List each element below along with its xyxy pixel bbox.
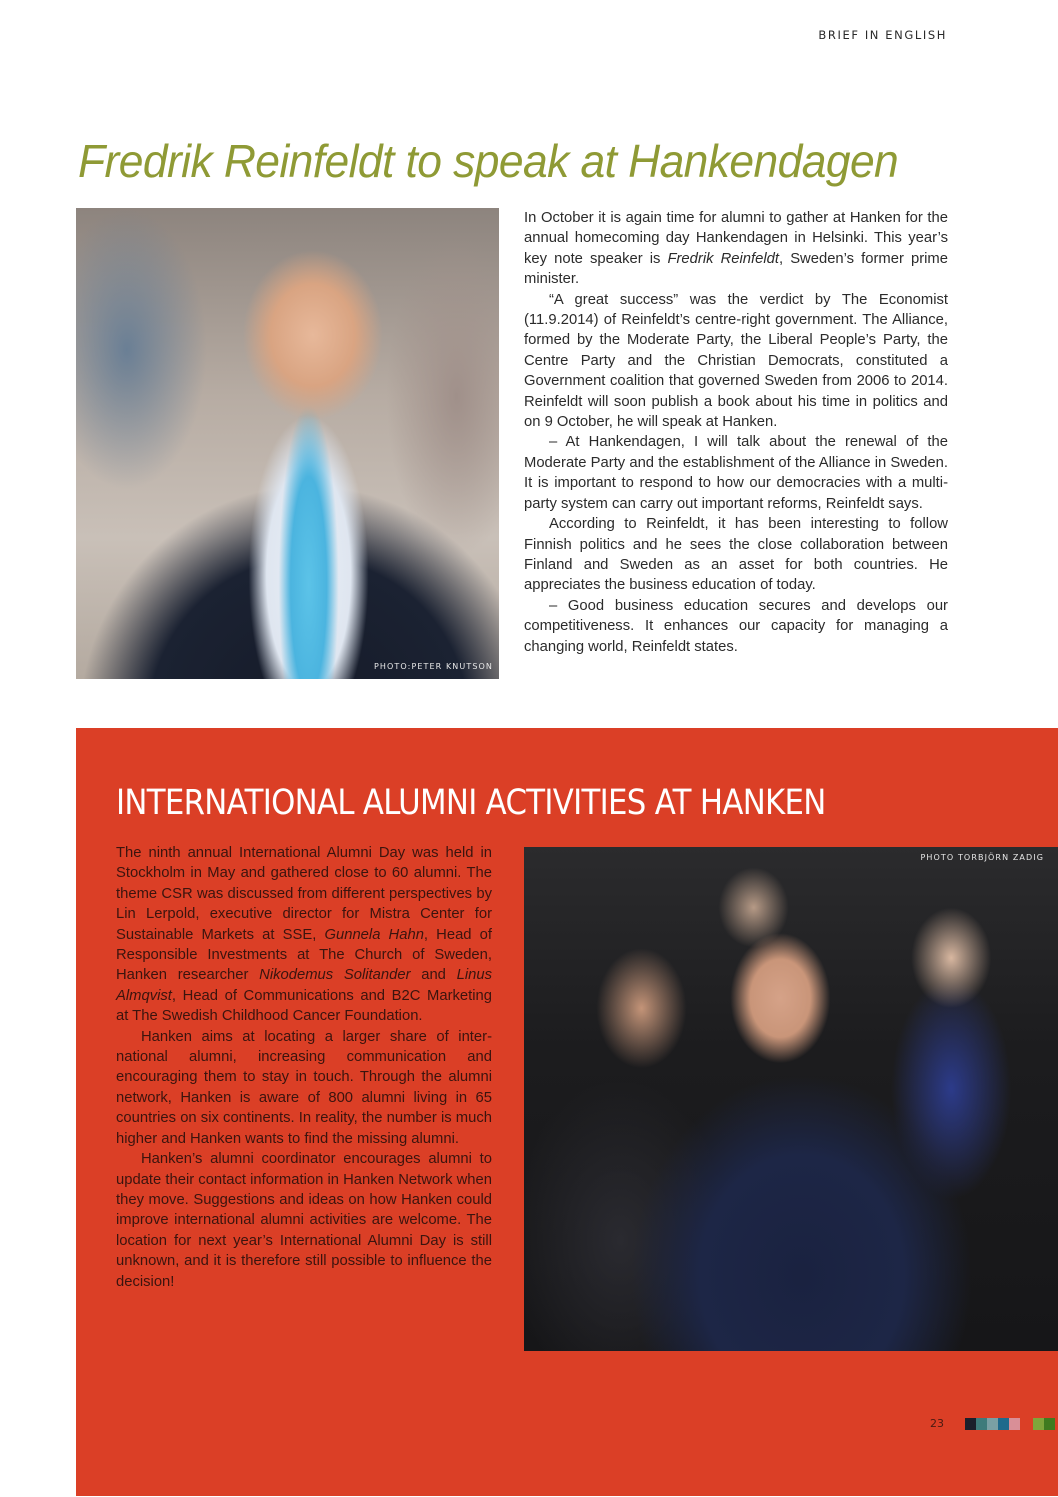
photo-credit: PHOTO:PETER KNUTSON: [373, 662, 493, 671]
color-swatch: [1033, 1418, 1044, 1430]
color-swatch: [998, 1418, 1009, 1430]
person-name: Gunnela Hahn: [324, 926, 424, 943]
page-number: 23: [930, 1417, 944, 1430]
alumni-section-body: [116, 843, 492, 1292]
reinfeldt-portrait-photo: [76, 208, 499, 679]
alumni-paragraph: Hanken’s alumni coordinator encourages alumni to update their contact information in Hanken Network when they move. Suggestions and ideas on how Hanken could improve international alumni activities are welcome. The location for next year’s International Alumni Day is still unknown, and it is therefore still possible to influence the decision!: [116, 1151, 492, 1290]
color-strip-gap: [1020, 1418, 1033, 1430]
color-swatch: [965, 1418, 976, 1430]
alumni-section-heading: INTERNATIONAL ALUMNI ACTIVITIES AT HANKEN: [116, 783, 826, 823]
article-paragraph: In October it is again time for alumni to gather at Hanken for the annual homecoming day Hankendagen in Helsinki. This year’s key note speaker is Fredrik Reinfeldt, Sweden’s former prime minister.: [524, 210, 948, 288]
color-swatch: [976, 1418, 987, 1430]
person-name: Nikodemus Solitander: [259, 967, 411, 984]
photo-credit: PHOTO TORBJÖRN ZADIG: [920, 853, 1044, 862]
article-paragraph: – Good business education secures and develops our competitiveness. It enhances our capacity for managing a changing world, Reinfeldt states.: [524, 597, 948, 655]
alumni-paragraph: The ninth annual International Alumni Day was held in Stockholm in May and gathered close to 60 alumni. The theme CSR was discussed from different perspectives by Lin Lerpold, executive director for Mistra Center for Sustainable Markets at SSE, Gunnela Hahn, Head of Responsible Investments at The Church of Sweden, Hanken researcher Nikodemus Solitander and Linus Almqvist, Head of Communications and B2C Marketing at The Swedish Childhood Cancer Foundation.: [116, 845, 492, 1025]
color-swatch: [1044, 1418, 1055, 1430]
article-paragraph: “A great success” was the verdict by The Economist (11.9.2014) of Reinfeldt’s centre-right government. The Alliance, formed by the Moderate Party, the Liberal People’s Party, the Centre Party and the Christian Democrats, constituted a Government coalition that governed Sweden from 2006 to 2014. Reinfeldt will soon publish a book about his time in politics and on 9 October, he will speak at Hanken.: [524, 291, 948, 431]
alumni-event-photo: [524, 847, 1058, 1351]
article-paragraph: According to Reinfeldt, it has been interesting to follow Finnish politics and he sees the close collaboration between Finland and Sweden as an asset for both countries. He appreciates the business education of today.: [524, 516, 948, 594]
speaker-name: Fredrik Reinfeldt: [667, 250, 779, 267]
article-body: [524, 208, 948, 657]
person-name: Linus Almqvist: [116, 967, 492, 1004]
alumni-paragraph: Hanken aims at locating a larger share of international alumni, increasing communication and encouraging them to stay in touch. Through the alumni network, Hanken is aware of 800 alumni living in 65 countries on six continents. In reality, the number is much higher and Hanken wants to find the missing alumni.: [116, 1028, 492, 1147]
color-swatch: [1009, 1418, 1020, 1430]
color-swatch: [987, 1418, 998, 1430]
article-paragraph: – At Hankendagen, I will talk about the renewal of the Moderate Party and the establishment of the Alliance in Sweden. It is important to respond to how our democracies with a multi-party system can carry out important reforms, Reinfeldt says.: [524, 434, 948, 512]
article-headline: Fredrik Reinfeldt to speak at Hankendagen: [78, 135, 899, 187]
section-label: BRIEF IN ENGLISH: [818, 28, 947, 42]
color-strip: [965, 1418, 1055, 1430]
